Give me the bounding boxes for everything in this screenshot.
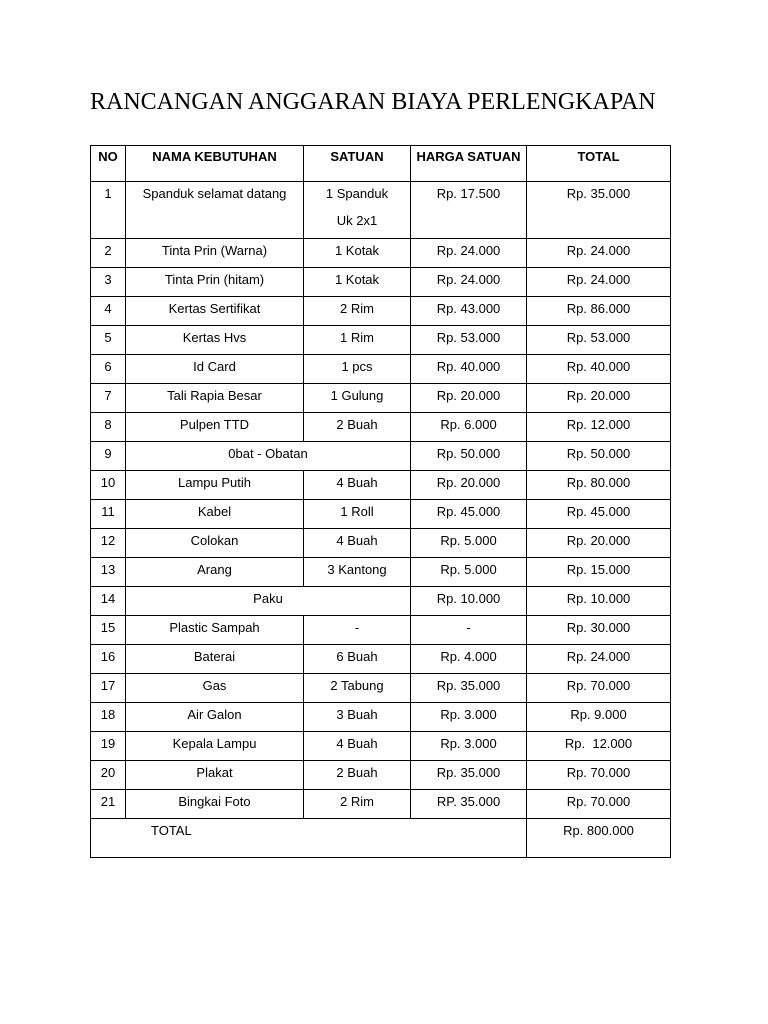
cell-no: 9	[91, 442, 126, 471]
table-row	[91, 384, 671, 413]
cell-satuan: 6 Buah	[304, 645, 411, 674]
cell-total: Rp. 12.000	[527, 413, 671, 442]
cell-name: Arang	[126, 558, 304, 587]
cell-harga: RP. 35.000	[411, 790, 527, 819]
header-name: NAMA KEBUTUHAN	[126, 146, 304, 182]
cell-no: 20	[91, 761, 126, 790]
cell-satuan: 1 pcs	[304, 355, 411, 384]
cell-name: Air Galon	[126, 703, 304, 732]
cell-total: Rp. 24.000	[527, 645, 671, 674]
header-total: TOTAL	[527, 146, 671, 182]
table-row	[91, 355, 671, 384]
cell-satuan: 2 Rim	[304, 297, 411, 326]
cell-total: Rp. 12.000	[527, 732, 671, 761]
cell-total: Rp. 10.000	[527, 587, 671, 616]
cell-name: Baterai	[126, 645, 304, 674]
table-row	[91, 297, 671, 326]
cell-satuan: 1 Gulung	[304, 384, 411, 413]
cell-name: Kepala Lampu	[126, 732, 304, 761]
cell-harga: Rp. 35.000	[411, 674, 527, 703]
table-row	[91, 413, 671, 442]
cell-harga: Rp. 24.000	[411, 268, 527, 297]
table-row	[91, 732, 671, 761]
cell-harga: Rp. 45.000	[411, 500, 527, 529]
cell-harga: Rp. 6.000	[411, 413, 527, 442]
cell-total: Rp. 80.000	[527, 471, 671, 500]
cell-satuan-line2: Uk 2x1	[336, 213, 378, 228]
cell-name: Kertas Sertifikat	[126, 297, 304, 326]
cell-name: Spanduk selamat datang	[126, 182, 304, 239]
grand-total: Rp. 800.000	[527, 819, 671, 858]
table-row	[91, 326, 671, 355]
cell-name: Lampu Putih	[126, 471, 304, 500]
cell-harga: Rp. 3.000	[411, 732, 527, 761]
budget-table	[90, 145, 671, 858]
cell-total: Rp. 86.000	[527, 297, 671, 326]
cell-name: Kabel	[126, 500, 304, 529]
table-total-row	[91, 819, 671, 858]
cell-satuan: 3 Kantong	[304, 558, 411, 587]
cell-name: Pulpen TTD	[126, 413, 304, 442]
cell-no: 18	[91, 703, 126, 732]
cell-name: Tinta Prin (Warna)	[126, 239, 304, 268]
cell-no: 8	[91, 413, 126, 442]
table-row	[91, 558, 671, 587]
cell-name: Tinta Prin (hitam)	[126, 268, 304, 297]
cell-satuan: -	[304, 616, 411, 645]
cell-no: 15	[91, 616, 126, 645]
cell-total: Rp. 9.000	[527, 703, 671, 732]
cell-no: 4	[91, 297, 126, 326]
table-row	[91, 182, 671, 239]
cell-total: Rp. 35.000	[527, 182, 671, 239]
cell-harga: Rp. 24.000	[411, 239, 527, 268]
cell-total: Rp. 45.000	[527, 500, 671, 529]
cell-no: 10	[91, 471, 126, 500]
cell-no: 3	[91, 268, 126, 297]
cell-name: Kertas Hvs	[126, 326, 304, 355]
cell-satuan: 1 Kotak	[304, 239, 411, 268]
table-row	[91, 674, 671, 703]
table-row	[91, 529, 671, 558]
cell-no: 7	[91, 384, 126, 413]
table-row	[91, 239, 671, 268]
cell-harga: Rp. 20.000	[411, 384, 527, 413]
cell-total: Rp. 30.000	[527, 616, 671, 645]
table-row	[91, 587, 671, 616]
cell-total: Rp. 50.000	[527, 442, 671, 471]
cell-no: 14	[91, 587, 126, 616]
cell-name: Id Card	[126, 355, 304, 384]
table-header-row	[91, 146, 671, 182]
table-row	[91, 471, 671, 500]
cell-satuan-line1: 1 Spanduk	[325, 186, 389, 201]
cell-total: Rp. 70.000	[527, 761, 671, 790]
header-satuan: SATUAN	[304, 146, 411, 182]
cell-total: Rp. 70.000	[527, 790, 671, 819]
cell-harga: -	[411, 616, 527, 645]
table-row	[91, 790, 671, 819]
cell-no: 11	[91, 500, 126, 529]
cell-name: Gas	[126, 674, 304, 703]
cell-harga: Rp. 5.000	[411, 558, 527, 587]
cell-no: 12	[91, 529, 126, 558]
table-row	[91, 616, 671, 645]
cell-satuan: 1 Rim	[304, 326, 411, 355]
cell-name: 0bat - Obatan	[126, 442, 411, 471]
cell-total: Rp. 15.000	[527, 558, 671, 587]
cell-name: Paku	[126, 587, 411, 616]
cell-harga: Rp. 3.000	[411, 703, 527, 732]
cell-satuan: 4 Buah	[304, 732, 411, 761]
cell-no: 13	[91, 558, 126, 587]
cell-satuan: 2 Buah	[304, 761, 411, 790]
table-row	[91, 703, 671, 732]
table-row	[91, 500, 671, 529]
cell-harga: Rp. 5.000	[411, 529, 527, 558]
table-row	[91, 442, 671, 471]
cell-satuan: 3 Buah	[304, 703, 411, 732]
cell-harga: Rp. 53.000	[411, 326, 527, 355]
table-row	[91, 761, 671, 790]
cell-name: Colokan	[126, 529, 304, 558]
cell-name: Tali Rapia Besar	[126, 384, 304, 413]
cell-name: Bingkai Foto	[126, 790, 304, 819]
cell-total: Rp. 20.000	[527, 529, 671, 558]
cell-satuan: 4 Buah	[304, 471, 411, 500]
cell-no: 6	[91, 355, 126, 384]
cell-no: 1	[91, 182, 126, 239]
cell-name: Plakat	[126, 761, 304, 790]
cell-total: Rp. 53.000	[527, 326, 671, 355]
cell-harga: Rp. 10.000	[411, 587, 527, 616]
cell-no: 2	[91, 239, 126, 268]
cell-no: 19	[91, 732, 126, 761]
cell-harga: Rp. 4.000	[411, 645, 527, 674]
cell-total: Rp. 20.000	[527, 384, 671, 413]
cell-satuan: 1 Kotak	[304, 268, 411, 297]
cell-harga: Rp. 50.000	[411, 442, 527, 471]
cell-harga: Rp. 20.000	[411, 471, 527, 500]
cell-no: 16	[91, 645, 126, 674]
cell-satuan: 4 Buah	[304, 529, 411, 558]
cell-harga: Rp. 40.000	[411, 355, 527, 384]
cell-total: Rp. 40.000	[527, 355, 671, 384]
cell-total: Rp. 24.000	[527, 239, 671, 268]
cell-no: 21	[91, 790, 126, 819]
header-harga: HARGA SATUAN	[411, 146, 527, 182]
cell-name: Plastic Sampah	[126, 616, 304, 645]
cell-no: 17	[91, 674, 126, 703]
total-label-text: TOTAL	[151, 823, 192, 838]
cell-total: Rp. 70.000	[527, 674, 671, 703]
table-row	[91, 268, 671, 297]
cell-satuan: 2 Rim	[304, 790, 411, 819]
cell-satuan: 2 Buah	[304, 413, 411, 442]
document-title: RANCANGAN ANGGARAN BIAYA PERLENGKAPAN	[90, 89, 656, 115]
table-row	[91, 645, 671, 674]
cell-satuan: 1 Roll	[304, 500, 411, 529]
cell-no: 5	[91, 326, 126, 355]
cell-total: Rp. 24.000	[527, 268, 671, 297]
cell-harga: Rp. 17.500	[411, 182, 527, 239]
cell-harga: Rp. 43.000	[411, 297, 527, 326]
header-no: NO	[91, 146, 126, 182]
cell-harga: Rp. 35.000	[411, 761, 527, 790]
cell-satuan: 2 Tabung	[304, 674, 411, 703]
total-label	[91, 819, 527, 858]
cell-satuan	[304, 182, 411, 239]
